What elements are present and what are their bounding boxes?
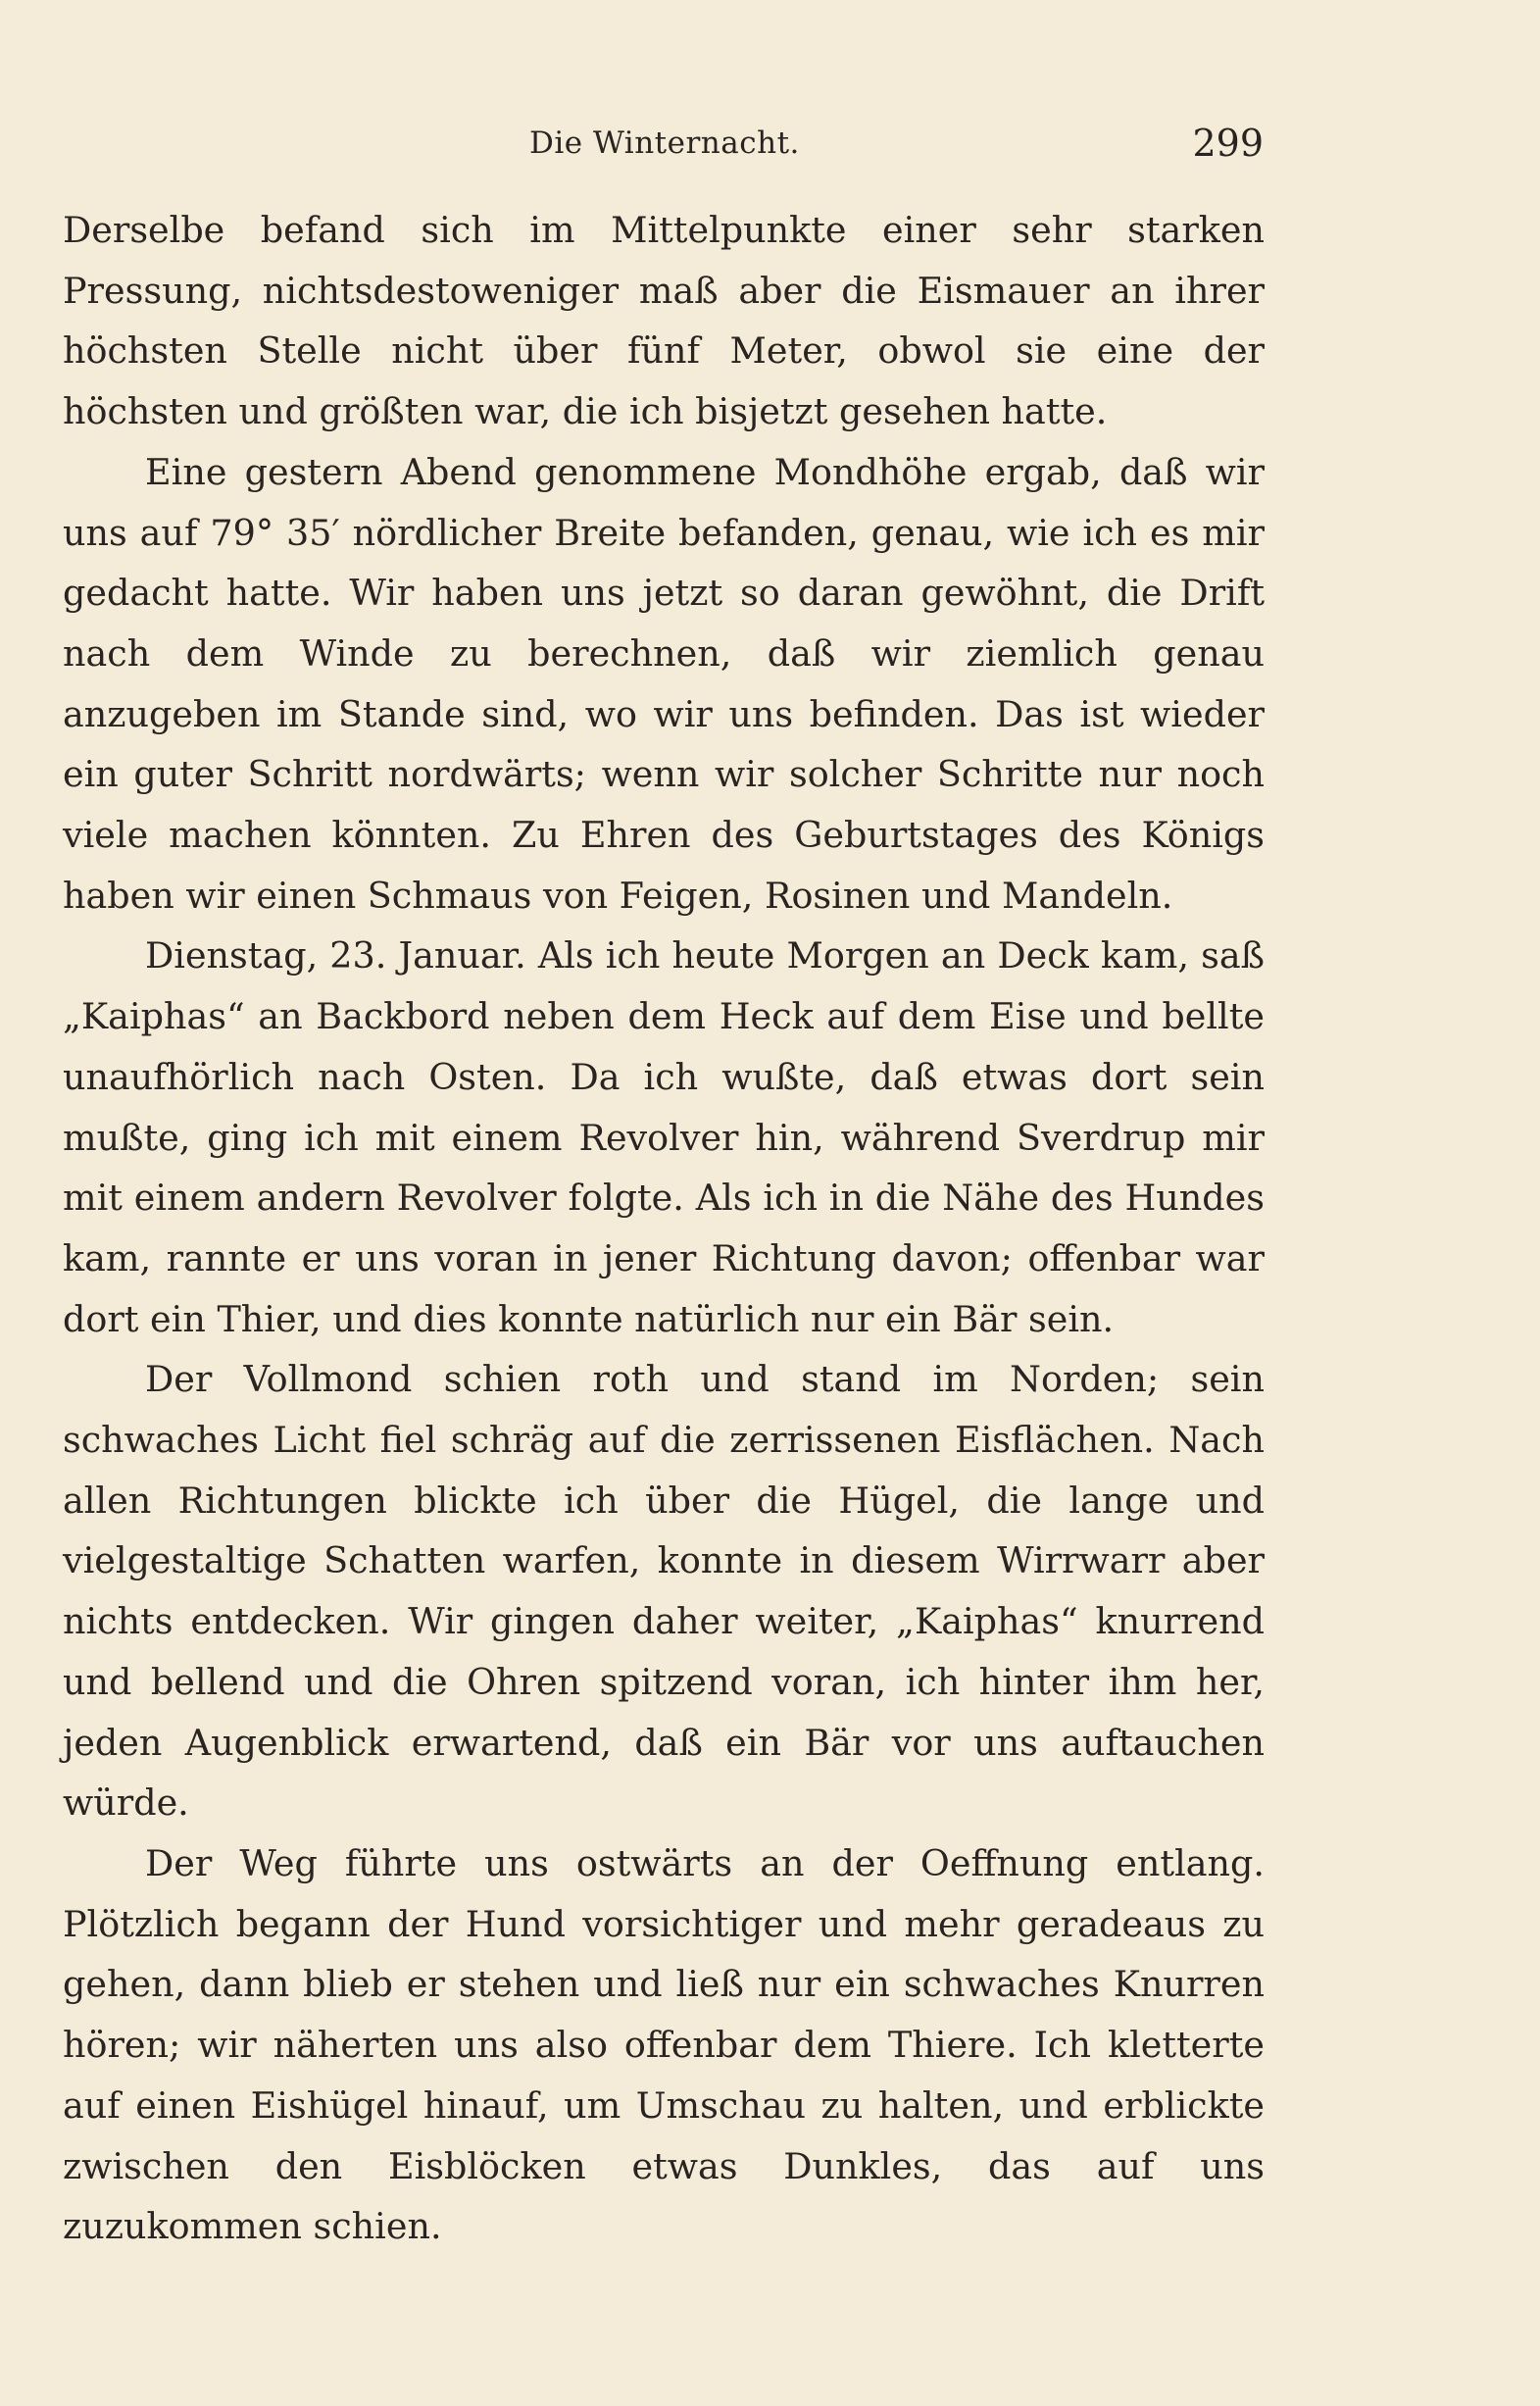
paragraph: Der Vollmond schien roth und stand im Norden; sein schwaches Licht fiel schräg auf die zerrissenen Eisflächen. Nach allen Richtungen blickte ich über die Hügel, die lange und vielgestaltige Schatten warfen, konnte in diesem Wirrwarr aber nichts entdecken. Wir gingen daher weiter, „Kaiphas“ knurrend und bellend und die Ohren spitzend voran, ich hinter ihm her, jeden Augenblick erwartend, daß ein Bär vor uns auftauchen würde. — [63, 1358, 1265, 1825]
running-title: Die Winternacht. — [529, 125, 800, 161]
paragraph: Derselbe befand sich im Mittelpunkte einer sehr starken Pressung, nichtsdestoweniger maß aber die Eismauer an ihrer höchsten Stelle nicht über fünf Meter, obwol sie eine der höchsten und größten war, die ich bisjetzt gesehen hatte. — [63, 209, 1265, 433]
paragraph: Eine gestern Abend genommene Mondhöhe ergab, daß wir uns auf 79° 35′ nördlicher Breite befanden, genau, wie ich es mir gedacht hatte. Wir haben uns jetzt so daran gewöhnt, die Drift nach dem Winde zu berechnen, daß wir ziemlich genau anzugeben im Stande sind, wo wir uns befinden. Das ist wieder ein guter Schritt nordwärts; wenn wir solcher Schritte nur noch viele machen könnten. Zu Ehren des Geburtstages des Königs haben wir einen Schmaus von Feigen, Rosinen und Mandeln. — [63, 450, 1265, 917]
paragraph: Der Weg führte uns ostwärts an der Oeffnung entlang. Plötzlich begann der Hund vorsichtiger und mehr geradeaus zu gehen, dann blieb er stehen und ließ nur ein schwaches Knurren hören; wir näherten uns also offenbar dem Thiere. Ich kletterte auf einen Eishügel hinauf, um Umschau zu halten, und erblickte zwischen den Eisblöcken etwas Dunkles, das auf uns zuzukommen schien. — [63, 1841, 1265, 2248]
paragraph: Dienstag, 23. Januar. Als ich heute Morgen an Deck kam, saß „Kaiphas“ an Backbord neben dem Heck auf dem Eise und bellte unaufhörlich nach Osten. Da ich wußte, daß etwas dort sein mußte, ging ich mit einem Revolver hin, während Sverdrup mir mit einem andern Revolver folgte. Als ich in die Nähe des Hundes kam, rannte er uns voran in jener Richtung davon; offenbar war dort ein Thier, und dies konnte natürlich nur ein Bär sein. — [63, 934, 1265, 1340]
body-text — [63, 200, 1265, 2257]
page-number: 299 — [1192, 122, 1264, 165]
